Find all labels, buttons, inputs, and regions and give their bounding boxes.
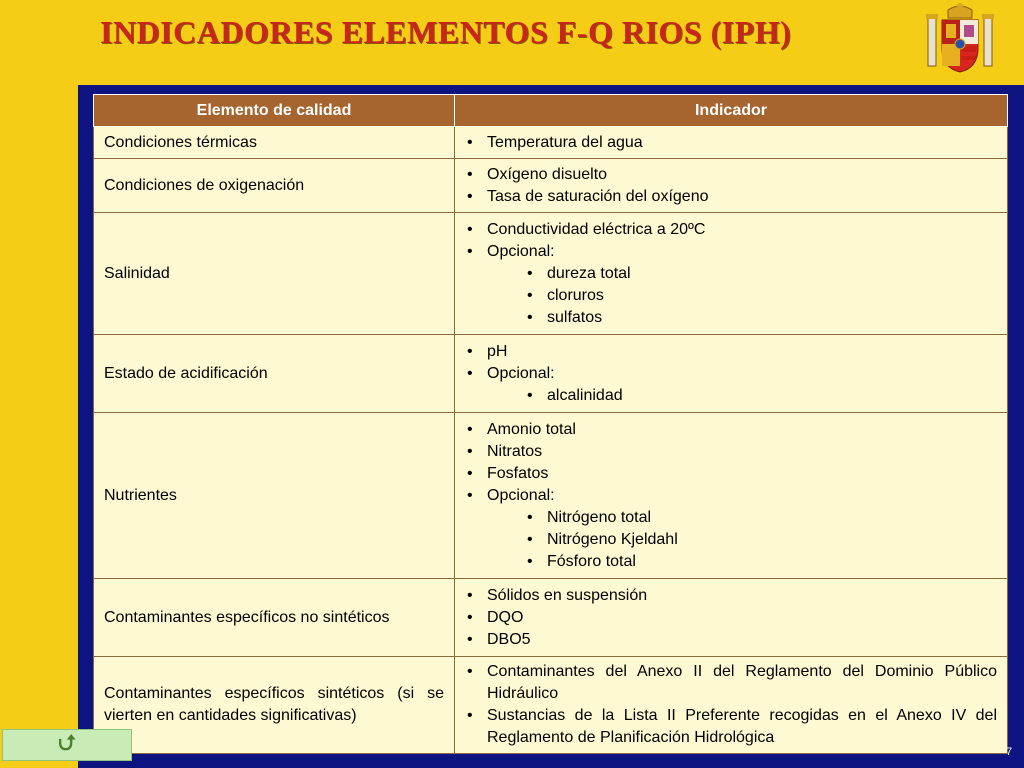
- optional-item: • alcalinidad: [465, 385, 997, 407]
- page-number: 7: [1006, 746, 1013, 758]
- optional-item: • Nitrógeno Kjeldahl: [465, 529, 997, 551]
- element-cell: Nutrientes: [94, 413, 455, 579]
- indicator-item: • Opcional:: [465, 241, 997, 263]
- element-cell: Contaminantes específicos no sintéticos: [94, 579, 455, 657]
- indicator-item: • Opcional:: [465, 363, 997, 385]
- indicator-item: • Opcional:: [465, 485, 997, 507]
- indicators-table: [93, 94, 1008, 754]
- optional-item: • cloruros: [465, 285, 997, 307]
- indicators-table-container: [93, 94, 1008, 754]
- indicator-item: • DBO5: [465, 629, 997, 651]
- table-row: [94, 127, 1008, 159]
- table-row: [94, 579, 1008, 657]
- indicator-item: • Contaminantes del Anexo II del Reglamento del Dominio Público Hidráulico: [465, 661, 997, 705]
- indicator-item: • Fosfatos: [465, 463, 997, 485]
- table-header-row: [94, 95, 1008, 127]
- optional-item: • Fósforo total: [465, 551, 997, 573]
- element-cell: Condiciones térmicas: [94, 127, 455, 159]
- indicator-cell: [455, 213, 1008, 335]
- indicator-item: • Sólidos en suspensión: [465, 585, 997, 607]
- optional-item: • dureza total: [465, 263, 997, 285]
- column-header-element: Elemento de calidad: [94, 95, 455, 127]
- indicator-cell: [455, 579, 1008, 657]
- indicator-item: • Tasa de saturación del oxígeno: [465, 186, 997, 208]
- return-arrow-icon: ⮍: [58, 730, 76, 755]
- indicator-item: • Conductividad eléctrica a 20ºC: [465, 219, 997, 241]
- element-cell: Condiciones de oxigenación: [94, 159, 455, 213]
- indicator-cell: [455, 127, 1008, 159]
- indicator-item: • pH: [465, 341, 997, 363]
- indicator-item: • Nitratos: [465, 441, 997, 463]
- indicator-cell: [455, 159, 1008, 213]
- indicator-item: • Amonio total: [465, 419, 997, 441]
- indicator-item: • Oxígeno disuelto: [465, 164, 997, 186]
- column-header-indicator: Indicador: [455, 95, 1008, 127]
- element-cell: Salinidad: [94, 213, 455, 335]
- indicator-cell: [455, 335, 1008, 413]
- spanish-coat-of-arms-icon: [926, 2, 994, 76]
- indicator-item: • DQO: [465, 607, 997, 629]
- indicator-item: • Temperatura del agua: [465, 132, 997, 154]
- table-row: [94, 335, 1008, 413]
- indicator-item: • Sustancias de la Lista II Preferente recogidas en el Anexo IV del Reglamento de Planificación Hidrológica: [465, 705, 997, 749]
- element-cell: Estado de acidificación: [94, 335, 455, 413]
- back-button[interactable]: [2, 729, 132, 761]
- indicator-cell: [455, 657, 1008, 754]
- optional-item: • Nitrógeno total: [465, 507, 997, 529]
- element-cell: Contaminantes específicos sintéticos (si se vierten en cantidades significativas): [94, 657, 455, 754]
- indicator-cell: [455, 413, 1008, 579]
- page-title: INDICADORES ELEMENTOS F-Q RIOS (IPH): [100, 14, 792, 50]
- table-row: [94, 159, 1008, 213]
- table-row: [94, 413, 1008, 579]
- table-row: [94, 657, 1008, 754]
- optional-item: • sulfatos: [465, 307, 997, 329]
- table-row: [94, 213, 1008, 335]
